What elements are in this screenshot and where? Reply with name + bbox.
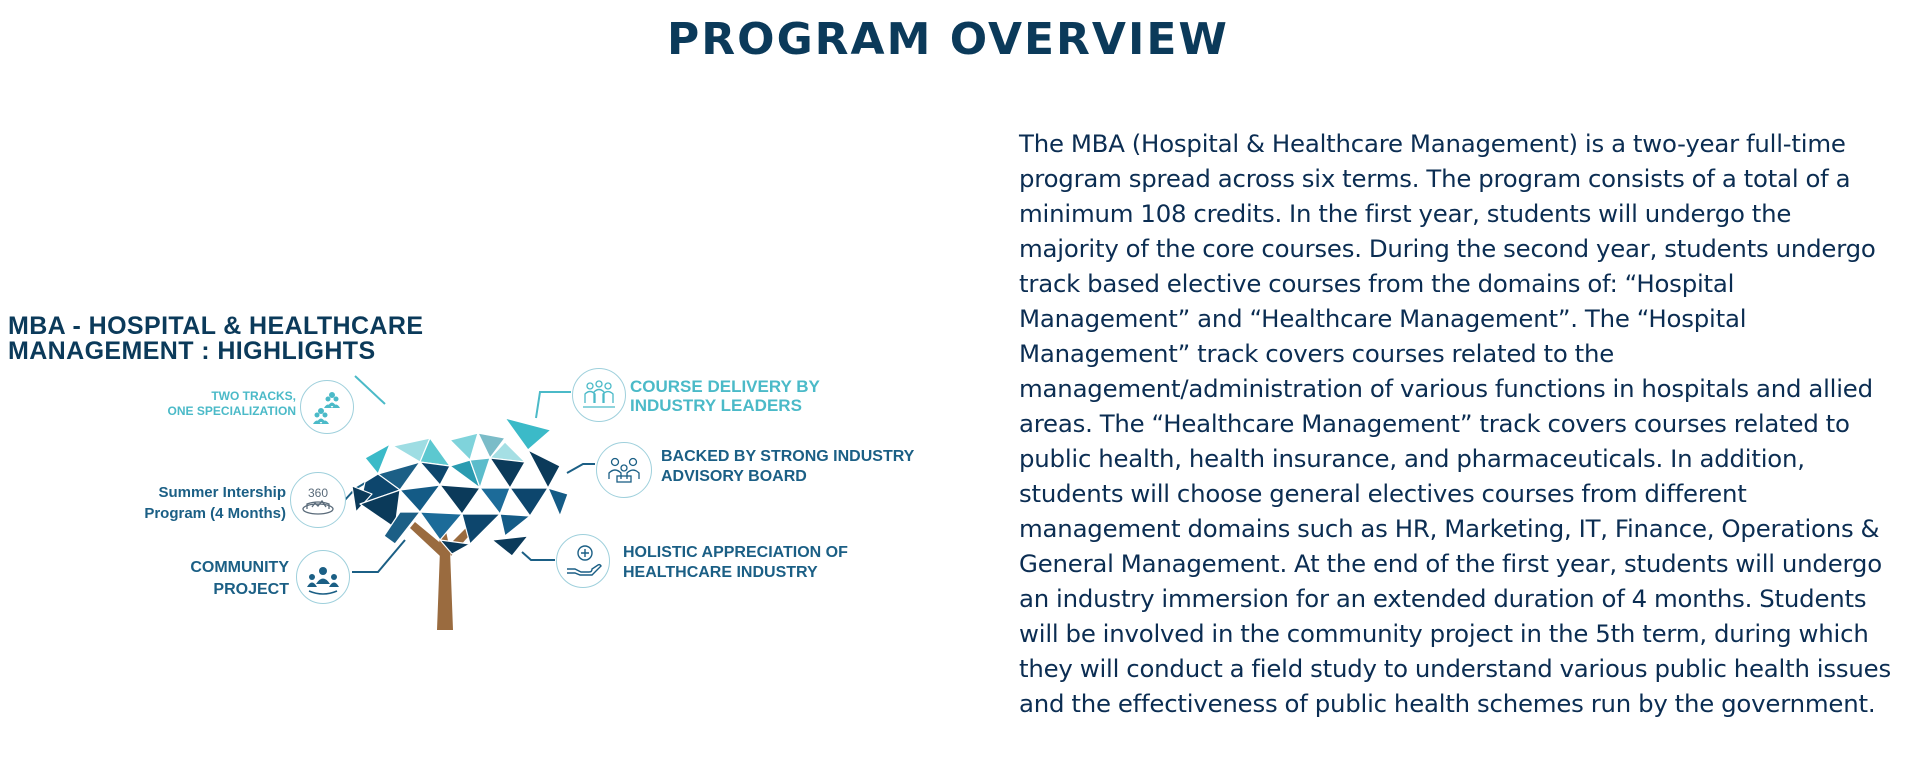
highlight-community-project-line2: PROJECT [213,581,289,598]
highlights-title-line2: MANAGEMENT : HIGHLIGHTS [8,337,376,365]
360-view-icon [290,472,346,528]
highlight-advisory-board-line2: ADVISORY BOARD [661,468,807,485]
highlight-two-tracks-line1: TWO TRACKS, [211,389,296,403]
highlight-course-delivery-line1: COURSE DELIVERY BY [630,377,820,396]
audience-icon [572,368,626,422]
board-meeting-icon [596,442,652,498]
highlight-advisory-board-line1: BACKED BY STRONG INDUSTRY [661,448,915,465]
highlight-summer-internship [144,482,286,524]
highlight-summer-internship-line1: Summer Intership [158,484,286,501]
highlights-title-line1: MBA - HOSPITAL & HEALTHCARE [8,312,424,340]
highlight-holistic-appreciation-line1: HOLISTIC APPRECIATION OF [623,544,848,561]
highlight-course-delivery-line2: INDUSTRY LEADERS [630,396,802,415]
highlights-infographic [0,300,960,640]
community-icon [296,550,350,604]
highlight-two-tracks-line2: ONE SPECIALIZATION [167,404,296,418]
highlight-advisory-board [661,447,914,487]
people-groups-icon [300,380,354,434]
highlight-two-tracks [168,389,296,419]
healthcare-hand-icon [556,534,610,588]
highlight-community-project [190,557,289,601]
highlight-holistic-appreciation [623,543,848,583]
program-overview-text: The MBA (Hospital & Healthcare Management) is a two-year full-time program spread across six terms. The program consists of a total of a minimum 108 credits. In the first year, students will undergo the majority of the core courses. During the second year, students undergo track based elective courses from the domains of: “Hospital Management” and “Healthcare Management”. The “Hospital Management” track covers courses related to the management/administration of various functions in hospitals and allied areas. The “Healthcare Management” track covers courses related to public health, health insurance, and pharmaceuticals. In addition, students will choose general electives courses from different management domains such as HR, Marketing, IT, Finance, Operations & General Management. At the end of the first year, students will undergo an industry immersion for an extended duration of 4 months. Students will be involved in the community project in the 5th term, during which they will conduct a field study to understand various public health issues and the effectiveness of public health schemes run by the government. [1019,129,1891,718]
page-title: PROGRAM OVERVIEW [667,14,1229,65]
highlight-summer-internship-line2: Program (4 Months) [144,505,286,522]
highlight-community-project-line1: COMMUNITY [190,559,289,576]
highlight-course-delivery [630,377,820,415]
highlight-holistic-appreciation-line2: HEALTHCARE INDUSTRY [623,564,818,581]
360-label: 360 [307,486,329,500]
